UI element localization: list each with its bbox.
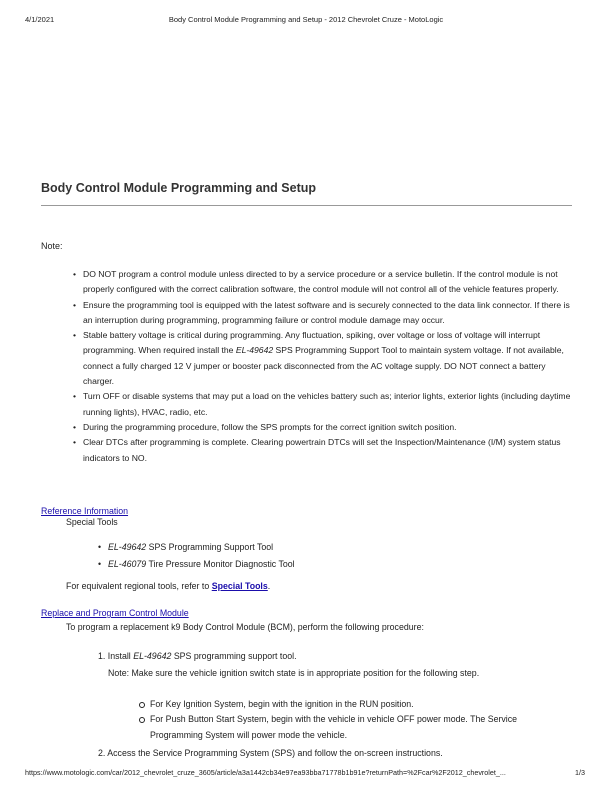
step-1 — [98, 651, 297, 661]
step-text: SPS programming support tool. — [171, 651, 297, 661]
print-footer-url: https://www.motologic.com/car/2012_chevrolet_cruze_3605/article/a3a1442cb34e97ea93bba71778b1b91e?returnPath=%2Fcar%2F2012_chevrolet_... — [25, 768, 506, 777]
equiv-text: For equivalent regional tools, refer to — [66, 581, 212, 591]
tools-list — [108, 539, 295, 572]
print-header-title: Body Control Module Programming and Setup - 2012 Chevrolet Cruze - MotoLogic — [168, 15, 444, 24]
page-title: Body Control Module Programming and Setup — [41, 181, 316, 195]
title-divider — [41, 205, 572, 206]
replace-program-link[interactable]: Replace and Program Control Module — [41, 608, 189, 618]
tool-code: EL-49642 — [235, 345, 274, 356]
sub-item: For Push Button Start System, begin with the vehicle in vehicle OFF power mode. The Service Programming System will power mode the vehicle. — [150, 712, 570, 743]
step-1-note: Note: Make sure the vehicle ignition switch state is in appropriate position for the following step. — [108, 668, 480, 678]
note-text: SPS Programming Support Tool to maintain system voltage. If not available, connect a fully charged 12 V jumper or booster pack disconnected from the AC voltage supply. DO NOT connect a battery charger. — [83, 345, 564, 387]
tool-code: EL-46079 — [108, 558, 147, 569]
note-item: • Turn OFF or disable systems that may put a load on the vehicles battery such as; interior lights, exterior lights (including daytime running lights), HVAC, radio, etc. — [83, 389, 573, 420]
note-item: • Clear DTCs after programming is complete. Clearing powertrain DTCs will set the Inspection/Maintenance (I/M) system status indicators to NO. — [83, 435, 573, 466]
step-2: 2. Access the Service Programming System (SPS) and follow the on-screen instructions. — [98, 748, 443, 758]
print-date: 4/1/2021 — [25, 15, 55, 24]
reference-information-link[interactable]: Reference Information — [41, 506, 129, 516]
note-item: • DO NOT program a control module unless directed to by a service procedure or a service bulletin. If the control module is not properly configured with the correct calibration software, the control module will not control all of the vehicle features properly. — [83, 267, 573, 298]
step-text: 1. Install — [98, 651, 134, 661]
tool-code: EL-49642 — [133, 651, 172, 661]
tool-item — [108, 539, 295, 556]
ignition-sub-list — [150, 697, 570, 743]
tool-name: Tire Pressure Monitor Diagnostic Tool — [146, 558, 295, 569]
tool-code: EL-49642 — [108, 542, 147, 552]
special-tools-link[interactable]: Special Tools — [211, 581, 268, 591]
note-label: Note: — [41, 241, 63, 251]
note-item — [83, 328, 573, 389]
tool-item — [108, 556, 295, 573]
tool-name: SPS Programming Support Tool — [146, 542, 274, 552]
equiv-end: . — [267, 581, 271, 591]
note-text: Stable battery voltage is critical during programming. Any fluctuation, spiking, over voltage or loss of voltage will interrupt programming. When required install the — [83, 330, 541, 356]
special-tools-label: Special Tools — [66, 517, 118, 527]
note-item: • During the programming procedure, follow the SPS prompts for the correct ignition switch position. — [83, 420, 573, 435]
sub-item: For Key Ignition System, begin with the ignition in the RUN position. — [150, 697, 570, 712]
page-number: 1/3 — [575, 768, 585, 777]
notes-list — [83, 267, 573, 466]
equivalent-tools-text — [66, 581, 270, 591]
procedure-intro: To program a replacement k9 Body Control Module (BCM), perform the following procedure: — [66, 622, 424, 632]
note-item: • Ensure the programming tool is equipped with the latest software and is securely connected to the data link connector. If there is an interruption during programming, programming failure or control module damage may occur. — [83, 298, 573, 329]
